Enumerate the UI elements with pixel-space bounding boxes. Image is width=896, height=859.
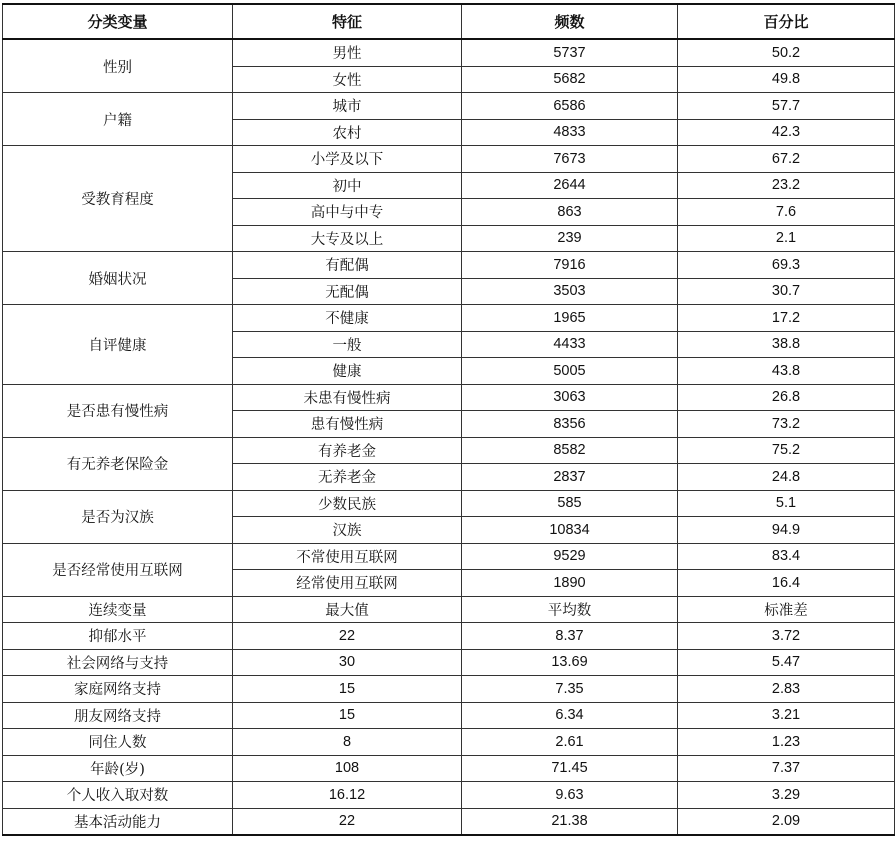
sd-cell: 7.37 bbox=[678, 755, 895, 782]
category-variable-cell: 户籍 bbox=[3, 93, 233, 146]
mean-cell: 2.61 bbox=[462, 729, 678, 756]
mean-cell: 6.34 bbox=[462, 702, 678, 729]
table-row bbox=[3, 384, 895, 411]
table-row bbox=[3, 676, 895, 703]
table-row bbox=[3, 93, 895, 120]
header-feature: 特征 bbox=[233, 4, 462, 39]
percentage-cell: 26.8 bbox=[678, 384, 895, 411]
table-row bbox=[3, 755, 895, 782]
percentage-cell: 7.6 bbox=[678, 199, 895, 226]
percentage-cell: 73.2 bbox=[678, 411, 895, 438]
category-variable-cell: 是否经常使用互联网 bbox=[3, 543, 233, 596]
percentage-cell: 49.8 bbox=[678, 66, 895, 93]
category-variable-cell: 自评健康 bbox=[3, 305, 233, 385]
max-cell: 30 bbox=[233, 649, 462, 676]
max-cell: 8 bbox=[233, 729, 462, 756]
feature-cell: 经常使用互联网 bbox=[233, 570, 462, 597]
continuous-variable-cell: 年龄(岁) bbox=[3, 755, 233, 782]
table-row bbox=[3, 702, 895, 729]
feature-cell: 不健康 bbox=[233, 305, 462, 332]
feature-cell: 初中 bbox=[233, 172, 462, 199]
mean-cell: 71.45 bbox=[462, 755, 678, 782]
table-row bbox=[3, 782, 895, 809]
sd-cell: 3.29 bbox=[678, 782, 895, 809]
sd-cell: 3.72 bbox=[678, 623, 895, 650]
percentage-cell: 17.2 bbox=[678, 305, 895, 332]
percentage-cell: 38.8 bbox=[678, 331, 895, 358]
max-cell: 22 bbox=[233, 623, 462, 650]
frequency-cell: 8356 bbox=[462, 411, 678, 438]
max-cell: 22 bbox=[233, 808, 462, 835]
percentage-cell: 67.2 bbox=[678, 146, 895, 173]
feature-cell: 男性 bbox=[233, 39, 462, 66]
feature-cell: 未患有慢性病 bbox=[233, 384, 462, 411]
table-row bbox=[3, 808, 895, 835]
category-variable-cell: 婚姻状况 bbox=[3, 252, 233, 305]
feature-cell: 患有慢性病 bbox=[233, 411, 462, 438]
category-variable-cell: 是否患有慢性病 bbox=[3, 384, 233, 437]
frequency-cell: 10834 bbox=[462, 517, 678, 544]
mean-heading: 平均数 bbox=[462, 596, 678, 623]
category-variable-cell: 性别 bbox=[3, 39, 233, 93]
percentage-cell: 75.2 bbox=[678, 437, 895, 464]
percentage-cell: 42.3 bbox=[678, 119, 895, 146]
feature-cell: 小学及以下 bbox=[233, 146, 462, 173]
frequency-cell: 5682 bbox=[462, 66, 678, 93]
sd-cell: 2.09 bbox=[678, 808, 895, 835]
percentage-cell: 16.4 bbox=[678, 570, 895, 597]
descriptive-statistics-table bbox=[2, 3, 895, 836]
percentage-cell: 57.7 bbox=[678, 93, 895, 120]
table-row bbox=[3, 490, 895, 517]
feature-cell: 城市 bbox=[233, 93, 462, 120]
category-variable-cell: 受教育程度 bbox=[3, 146, 233, 252]
max-cell: 15 bbox=[233, 702, 462, 729]
percentage-cell: 69.3 bbox=[678, 252, 895, 279]
frequency-cell: 5737 bbox=[462, 39, 678, 66]
frequency-cell: 3503 bbox=[462, 278, 678, 305]
feature-cell: 有配偶 bbox=[233, 252, 462, 279]
frequency-cell: 1890 bbox=[462, 570, 678, 597]
feature-cell: 汉族 bbox=[233, 517, 462, 544]
mean-cell: 7.35 bbox=[462, 676, 678, 703]
continuous-variable-cell: 社会网络与支持 bbox=[3, 649, 233, 676]
mean-cell: 21.38 bbox=[462, 808, 678, 835]
percentage-cell: 5.1 bbox=[678, 490, 895, 517]
frequency-cell: 863 bbox=[462, 199, 678, 226]
percentage-cell: 23.2 bbox=[678, 172, 895, 199]
header-category-variable: 分类变量 bbox=[3, 4, 233, 39]
frequency-cell: 4833 bbox=[462, 119, 678, 146]
frequency-cell: 4433 bbox=[462, 331, 678, 358]
continuous-variable-cell: 基本活动能力 bbox=[3, 808, 233, 835]
table-row bbox=[3, 623, 895, 650]
frequency-cell: 3063 bbox=[462, 384, 678, 411]
frequency-cell: 7916 bbox=[462, 252, 678, 279]
sd-cell: 2.83 bbox=[678, 676, 895, 703]
header-percentage: 百分比 bbox=[678, 4, 895, 39]
mean-cell: 8.37 bbox=[462, 623, 678, 650]
feature-cell: 女性 bbox=[233, 66, 462, 93]
frequency-cell: 7673 bbox=[462, 146, 678, 173]
sd-cell: 5.47 bbox=[678, 649, 895, 676]
frequency-cell: 9529 bbox=[462, 543, 678, 570]
max-cell: 108 bbox=[233, 755, 462, 782]
frequency-cell: 8582 bbox=[462, 437, 678, 464]
feature-cell: 少数民族 bbox=[233, 490, 462, 517]
max-heading: 最大值 bbox=[233, 596, 462, 623]
feature-cell: 不常使用互联网 bbox=[233, 543, 462, 570]
feature-cell: 有养老金 bbox=[233, 437, 462, 464]
table-body bbox=[3, 39, 895, 835]
max-cell: 16.12 bbox=[233, 782, 462, 809]
percentage-cell: 24.8 bbox=[678, 464, 895, 491]
continuous-header-row bbox=[3, 596, 895, 623]
table-header-row bbox=[3, 4, 895, 39]
category-variable-cell: 有无养老保险金 bbox=[3, 437, 233, 490]
frequency-cell: 585 bbox=[462, 490, 678, 517]
continuous-variable-heading: 连续变量 bbox=[3, 596, 233, 623]
continuous-variable-cell: 抑郁水平 bbox=[3, 623, 233, 650]
percentage-cell: 30.7 bbox=[678, 278, 895, 305]
mean-cell: 9.63 bbox=[462, 782, 678, 809]
header-frequency: 频数 bbox=[462, 4, 678, 39]
feature-cell: 高中与中专 bbox=[233, 199, 462, 226]
continuous-variable-cell: 个人收入取对数 bbox=[3, 782, 233, 809]
sd-cell: 1.23 bbox=[678, 729, 895, 756]
feature-cell: 农村 bbox=[233, 119, 462, 146]
table-row bbox=[3, 252, 895, 279]
feature-cell: 无养老金 bbox=[233, 464, 462, 491]
frequency-cell: 2644 bbox=[462, 172, 678, 199]
sd-cell: 3.21 bbox=[678, 702, 895, 729]
frequency-cell: 239 bbox=[462, 225, 678, 252]
frequency-cell: 2837 bbox=[462, 464, 678, 491]
percentage-cell: 50.2 bbox=[678, 39, 895, 66]
table-row bbox=[3, 39, 895, 66]
table-row bbox=[3, 543, 895, 570]
frequency-cell: 1965 bbox=[462, 305, 678, 332]
continuous-variable-cell: 家庭网络支持 bbox=[3, 676, 233, 703]
table-row bbox=[3, 146, 895, 173]
percentage-cell: 2.1 bbox=[678, 225, 895, 252]
feature-cell: 无配偶 bbox=[233, 278, 462, 305]
frequency-cell: 5005 bbox=[462, 358, 678, 385]
percentage-cell: 94.9 bbox=[678, 517, 895, 544]
continuous-variable-cell: 同住人数 bbox=[3, 729, 233, 756]
feature-cell: 大专及以上 bbox=[233, 225, 462, 252]
percentage-cell: 43.8 bbox=[678, 358, 895, 385]
max-cell: 15 bbox=[233, 676, 462, 703]
sd-heading: 标准差 bbox=[678, 596, 895, 623]
category-variable-cell: 是否为汉族 bbox=[3, 490, 233, 543]
mean-cell: 13.69 bbox=[462, 649, 678, 676]
percentage-cell: 83.4 bbox=[678, 543, 895, 570]
table-row bbox=[3, 729, 895, 756]
feature-cell: 一般 bbox=[233, 331, 462, 358]
table-row bbox=[3, 437, 895, 464]
table-row bbox=[3, 649, 895, 676]
table-row bbox=[3, 305, 895, 332]
continuous-variable-cell: 朋友网络支持 bbox=[3, 702, 233, 729]
feature-cell: 健康 bbox=[233, 358, 462, 385]
frequency-cell: 6586 bbox=[462, 93, 678, 120]
